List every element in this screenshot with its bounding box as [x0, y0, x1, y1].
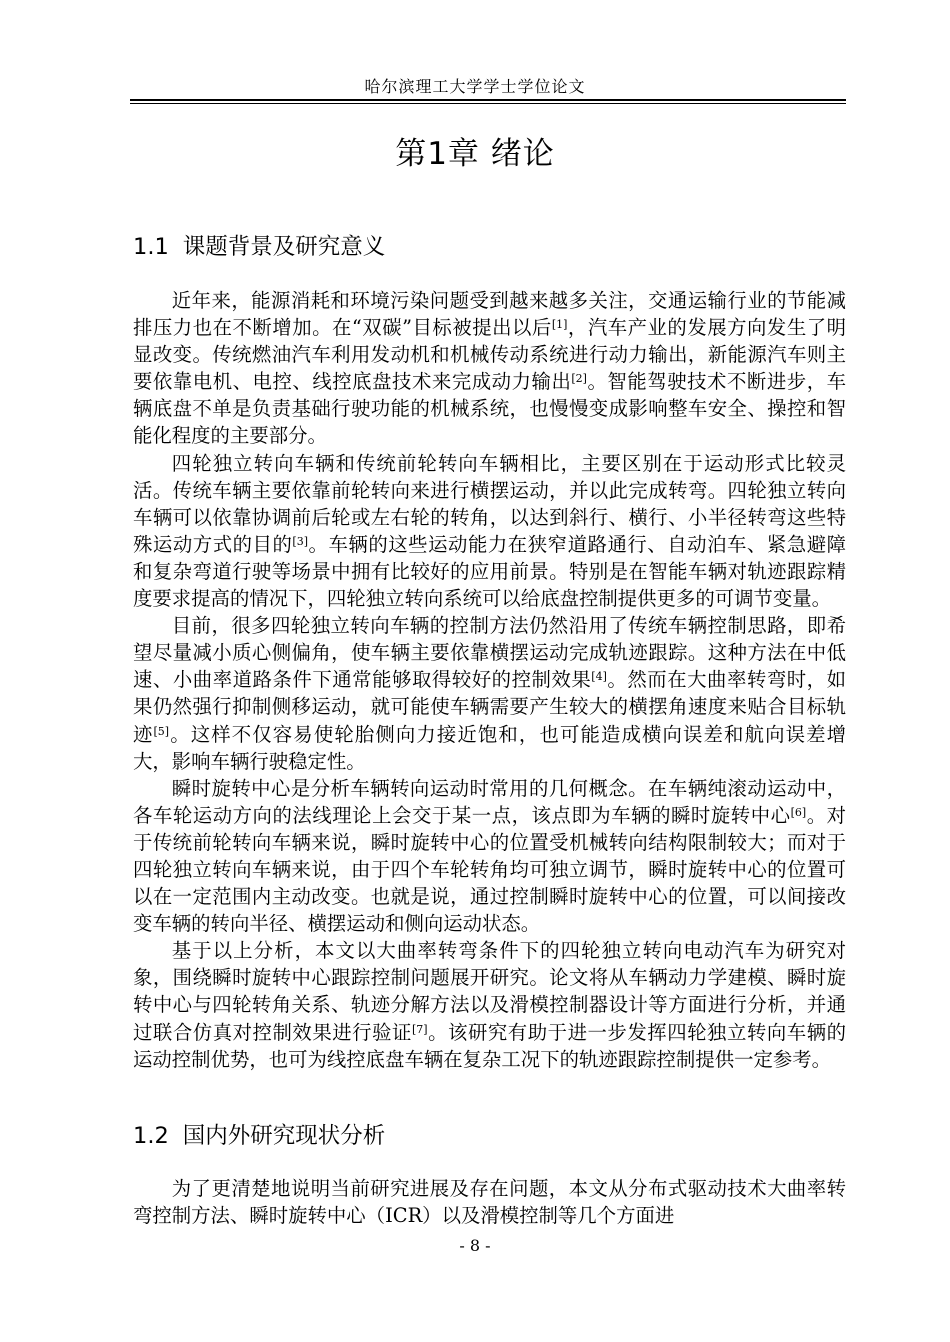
section-1-2-body	[133, 1175, 846, 1229]
section-number: 1.2	[133, 1123, 169, 1149]
paragraph	[133, 287, 846, 450]
citation-ref: [6]	[790, 805, 807, 819]
paragraph	[133, 775, 846, 938]
paragraph-text: 。智能驾驶技术不断进步，车辆底盘不单是负责基础行驶功能的机械系统，也慢慢变成影响整车安全、操控和智能化程度的主要部分。	[133, 370, 847, 448]
paragraph-text: 四轮独立转向车辆和传统前轮转向车辆相比，主要区别在于运动形式比较灵活。传统车辆主要依靠前轮转向来进行横摆运动，并以此完成转弯。四轮独立转向车辆可以依靠协调前后轮或左右轮的转角，以达到斜行、横行、小半径转弯这些特殊运动方式的目的	[133, 451, 846, 556]
paragraph	[133, 612, 846, 775]
paragraph-text: 目前，很多四轮独立转向车辆的控制方法仍然沿用了传统车辆控制思路，即希望尽量减小质心侧偏角，使车辆主要依靠横摆运动完成轨迹跟踪。这种方法在中低速、小曲率道路条件下通常能够取得较好的控制效果	[133, 614, 846, 692]
paragraph-text: 。对于传统前轮转向车辆来说，瞬时旋转中心的位置受机械转向结构限制较大；而对于四轮独立转向车辆来说，由于四个车轮转角均可独立调节，瞬时旋转中心的位置可以在一定范围内主动改变。也就是说，通过控制瞬时旋转中心的位置，可以间接改变车辆的转向半径、横摆运动和侧向运动状态。	[133, 803, 847, 936]
citation-ref: [7]	[411, 1022, 428, 1036]
section-number: 1.1	[133, 234, 169, 260]
citation-ref: [2]	[571, 372, 587, 386]
paragraph	[133, 937, 846, 1072]
paragraph-text: 近年来，能源消耗和环境污染问题受到越来越多关注，交通运输行业的节能减排压力也在不断增加。在“双碳”目标被提出以后	[133, 289, 846, 340]
paragraph	[133, 450, 846, 613]
page-number: - 8 -	[459, 1236, 491, 1255]
chapter-title: 第1章 绪论	[395, 136, 555, 172]
paragraph-text: ，汽车产业的发展方向发生了明显改变。传统燃油汽车利用发动机和机械传动系统进行动力输出，新能源汽车则主要依靠电机、电控、线控底盘技术来完成动力输出	[133, 316, 847, 394]
section-heading-1-2	[133, 1118, 385, 1150]
paragraph-text: 。该研究有助于进一步发挥四轮独立转向车辆的运动控制优势，也可为线控底盘车辆在复杂工况下的轨迹跟踪控制提供一定参考。	[133, 1020, 847, 1071]
paragraph-text: 。这样不仅容易使轮胎侧向力接近饱和，也可能造成横向误差和航向误差增大，影响车辆行驶稳定性。	[133, 722, 847, 773]
citation-ref: [5]	[153, 724, 170, 738]
section-heading-1-1	[133, 229, 385, 261]
paragraph-text: 瞬时旋转中心是分析车辆转向运动时常用的几何概念。在车辆纯滚动运动中，各车轮运动方向的法线理论上会交于某一点，该点即为车辆的瞬时旋转中心	[133, 776, 846, 827]
paragraph-text: 基于以上分析，本文以大曲率转弯条件下的四轮独立转向电动汽车为研究对象，围绕瞬时旋转中心跟踪控制问题展开研究。论文将从车辆动力学建模、瞬时旋转中心与四轮转角关系、轨迹分解方法以及滑模控制器设计等方面进行分析，并通过联合仿真对控制效果进行验证	[133, 939, 846, 1044]
section-1-1-body	[133, 287, 846, 1073]
citation-ref: [3]	[292, 534, 309, 548]
citation-ref: [1]	[551, 318, 568, 332]
paragraph-text: 。然而在大曲率转弯时，如果仍然强行抑制侧移运动，就可能使车辆需要产生较大的横摆角速度来贴合目标轨迹	[133, 668, 847, 746]
section-title: 课题背景及研究意义	[182, 234, 386, 260]
section-title: 国内外研究现状分析	[182, 1123, 386, 1149]
paragraph	[133, 1175, 846, 1229]
running-header: 哈尔滨理工大学学士学位论文	[364, 77, 586, 96]
paragraph-text: 为了更清楚地说明当前研究进展及存在问题，本文从分布式驱动技术大曲率转弯控制方法、瞬时旋转中心（ICR）以及滑模控制等几个方面进	[133, 1177, 846, 1228]
paragraph-text: 。车辆的这些运动能力在狭窄道路通行、自动泊车、紧急避障和复杂弯道行驶等场景中拥有比较好的应用前景。特别是在智能车辆对轨迹跟踪精度要求提高的情况下，四轮独立转向系统可以给底盘控制提供更多的可调节变量。	[133, 532, 847, 611]
header-rule	[130, 99, 846, 104]
citation-ref: [4]	[591, 670, 607, 684]
